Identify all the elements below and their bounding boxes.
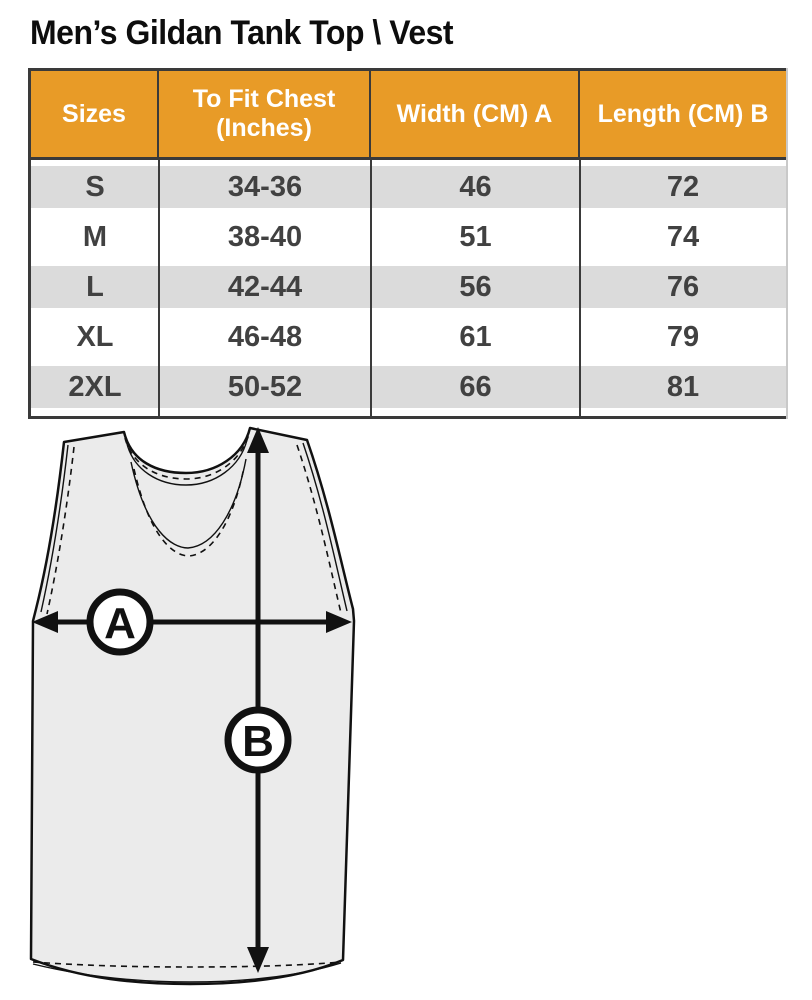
cell-size: 2XL [31, 366, 159, 408]
cell-length: 81 [580, 366, 786, 408]
size-table [28, 68, 788, 419]
size-table-body [31, 160, 786, 419]
measure-a-label: A [104, 599, 136, 648]
table-row [31, 166, 786, 208]
measure-b-label: B [242, 717, 274, 766]
cell-size: M [31, 216, 159, 258]
cell-width: 56 [371, 266, 580, 308]
header-cell-sizes: Sizes [31, 71, 159, 157]
cell-length: 79 [580, 316, 786, 358]
cell-length: 74 [580, 216, 786, 258]
tank-top-outline [31, 428, 354, 984]
cell-width: 66 [371, 366, 580, 408]
tank-top-measurement-diagram [0, 415, 812, 1000]
cell-length: 72 [580, 166, 786, 208]
header-cell-length: Length (CM) B [580, 71, 786, 157]
table-row [31, 216, 786, 258]
cell-size: XL [31, 316, 159, 358]
cell-length: 76 [580, 266, 786, 308]
cell-chest: 34-36 [159, 166, 371, 208]
column-divider [579, 160, 582, 416]
table-row [31, 316, 786, 358]
cell-width: 51 [371, 216, 580, 258]
table-row [31, 266, 786, 308]
cell-chest: 50-52 [159, 366, 371, 408]
header-cell-chest: To Fit Chest (Inches) [159, 71, 371, 157]
size-table-header-row [31, 68, 786, 160]
cell-chest: 46-48 [159, 316, 371, 358]
page-title: Men’s Gildan Tank Top \ Vest [30, 14, 454, 52]
header-cell-width: Width (CM) A [371, 71, 580, 157]
column-divider [158, 160, 161, 416]
cell-chest: 38-40 [159, 216, 371, 258]
table-row [31, 366, 786, 408]
cell-size: S [31, 166, 159, 208]
cell-chest: 42-44 [159, 266, 371, 308]
cell-width: 46 [371, 166, 580, 208]
cell-width: 61 [371, 316, 580, 358]
column-divider [370, 160, 373, 416]
cell-size: L [31, 266, 159, 308]
